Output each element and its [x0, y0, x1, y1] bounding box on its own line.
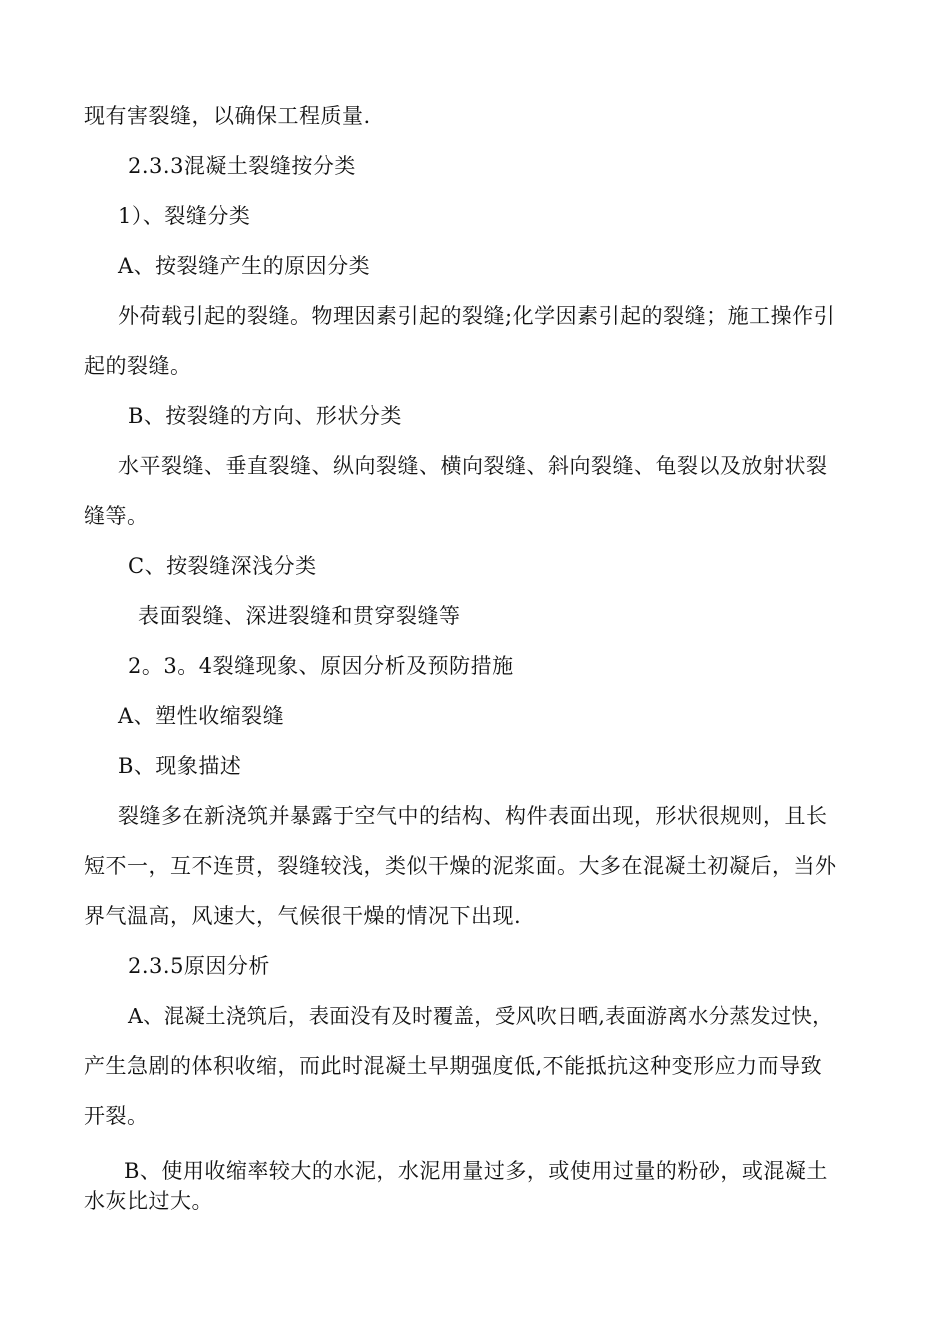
paragraph-line-1: 现有害裂缝，以确保工程质量. [84, 104, 371, 128]
subheading-by-direction: B、按裂缝的方向、形状分类 [128, 404, 402, 428]
paragraph-causes-line-2: 起的裂缝。 [84, 354, 192, 378]
paragraph-cause-b-line-2: 水灰比过大。 [84, 1189, 213, 1213]
paragraph-phenomenon-line-2: 短不一，互不连贯，裂缝较浅，类似干燥的泥浆面。大多在混凝土初凝后，当外 [84, 854, 837, 878]
paragraph-cause-a-line-3: 开裂。 [84, 1104, 149, 1128]
paragraph-cause-b-line-1: B、使用收缩率较大的水泥，水泥用量过多，或使用过量的粉砂，或混凝土 [124, 1159, 828, 1183]
paragraph-direction-line-2: 缝等。 [84, 504, 149, 528]
section-heading-2-3-3: 2.3.3混凝土裂缝按分类 [128, 154, 356, 178]
paragraph-depth: 表面裂缝、深进裂缝和贯穿裂缝等 [138, 604, 461, 628]
section-heading-2-3-5: 2.3.5原因分析 [128, 954, 270, 978]
paragraph-direction-line-1: 水平裂缝、垂直裂缝、纵向裂缝、横向裂缝、斜向裂缝、龟裂以及放射状裂 [118, 454, 828, 478]
subheading-by-depth: C、按裂缝深浅分类 [128, 554, 317, 578]
paragraph-cause-a-line-1: A、混凝土浇筑后，表面没有及时覆盖，受风吹日晒,表面游离水分蒸发过快， [128, 1004, 833, 1028]
paragraph-cause-a-line-2: 产生急剧的体积收缩，而此时混凝土早期强度低,不能抵抗这种变形应力而导致 [84, 1054, 823, 1078]
subheading-phenomenon: B、现象描述 [118, 754, 242, 778]
section-heading-2-3-4: 2。3。4裂缝现象、原因分析及预防措施 [128, 654, 514, 678]
subheading-plastic-shrinkage: A、塑性收缩裂缝 [118, 704, 285, 728]
paragraph-phenomenon-line-3: 界气温高，风速大，气候很干燥的情况下出现. [84, 904, 522, 928]
subheading-crack-classification: 1）、裂缝分类 [118, 204, 251, 228]
paragraph-phenomenon-line-1: 裂缝多在新浇筑并暴露于空气中的结构、构件表面出现，形状很规则，且长 [118, 804, 828, 828]
subheading-by-cause: A、按裂缝产生的原因分类 [118, 254, 371, 278]
paragraph-causes-line-1: 外荷载引起的裂缝。物理因素引起的裂缝;化学因素引起的裂缝；施工操作引 [118, 304, 836, 328]
